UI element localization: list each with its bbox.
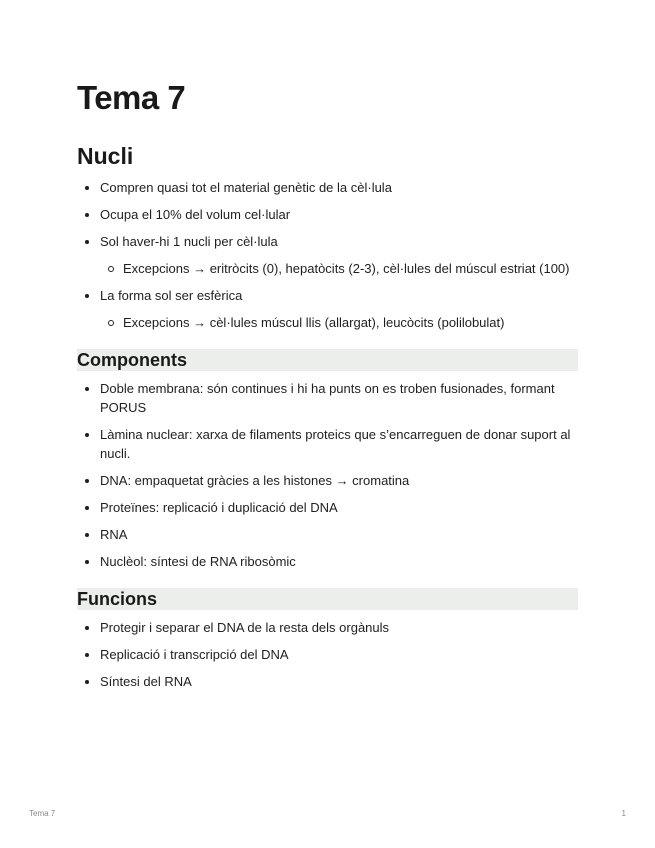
list-item-text: Proteïnes: replicació i duplicació del DNA <box>100 500 338 515</box>
list-item <box>77 205 578 224</box>
list-item-text: Protegir i separar el DNA de la resta dels orgànuls <box>100 620 390 635</box>
list-item-text: Replicació i transcripció del DNA <box>100 647 289 662</box>
footer-page-number: 1 <box>621 809 626 818</box>
sub-bullet-list <box>100 313 578 332</box>
list-item <box>77 471 578 490</box>
list-item-text: RNA <box>100 527 128 542</box>
list-item-text: Nuclèol: síntesi de RNA ribosòmic <box>100 554 296 569</box>
list-item <box>77 552 578 571</box>
list-item <box>77 178 578 197</box>
list-item-text: Làmina nuclear: xarxa de filaments proteics que s’encarreguen de donar suport al nucli. <box>100 427 571 461</box>
list-item-text: La forma sol ser esfèrica <box>100 288 243 303</box>
list-item-text: Ocupa el 10% del volum cel·lular <box>100 207 291 222</box>
nucli-bullet-list <box>77 178 578 332</box>
page-content <box>77 78 578 691</box>
sub-list-item: Excepcions → eritròcits (0), hepatòcits (2-3), cèl·lules del múscul estriat (100) <box>100 259 578 278</box>
sub-list-item: Excepcions → cèl·lules múscul llis (allargat), leucòcits (polilobulat) <box>100 313 578 332</box>
list-item <box>77 525 578 544</box>
list-item <box>77 645 578 664</box>
subsection-heading-components: Components <box>77 349 578 371</box>
list-item <box>77 498 578 517</box>
list-item <box>77 672 578 691</box>
list-item <box>77 286 578 332</box>
footer-document-title: Tema 7 <box>29 809 56 818</box>
list-item-text: Compren quasi tot el material genètic de la cèl·lula <box>100 180 392 195</box>
section-heading-nucli: Nucli <box>77 143 134 169</box>
list-item <box>77 425 578 463</box>
list-item-text: Doble membrana: són continues i hi ha punts on es troben fusionades, formant PORUS <box>100 381 555 415</box>
components-bullet-list <box>77 379 578 571</box>
subsection-heading-funcions: Funcions <box>77 588 578 610</box>
sub-bullet-list <box>100 259 578 278</box>
list-item <box>77 379 578 417</box>
list-item-text: Sol haver-hi 1 nucli per cèl·lula <box>100 234 278 249</box>
list-item <box>77 618 578 637</box>
page-title: Tema 7 <box>77 79 186 116</box>
funcions-bullet-list <box>77 618 578 691</box>
list-item <box>77 232 578 278</box>
list-item-text: Síntesi del RNA <box>100 674 192 689</box>
list-item-text: DNA: empaquetat gràcies a les histones → cromatina <box>100 473 410 488</box>
